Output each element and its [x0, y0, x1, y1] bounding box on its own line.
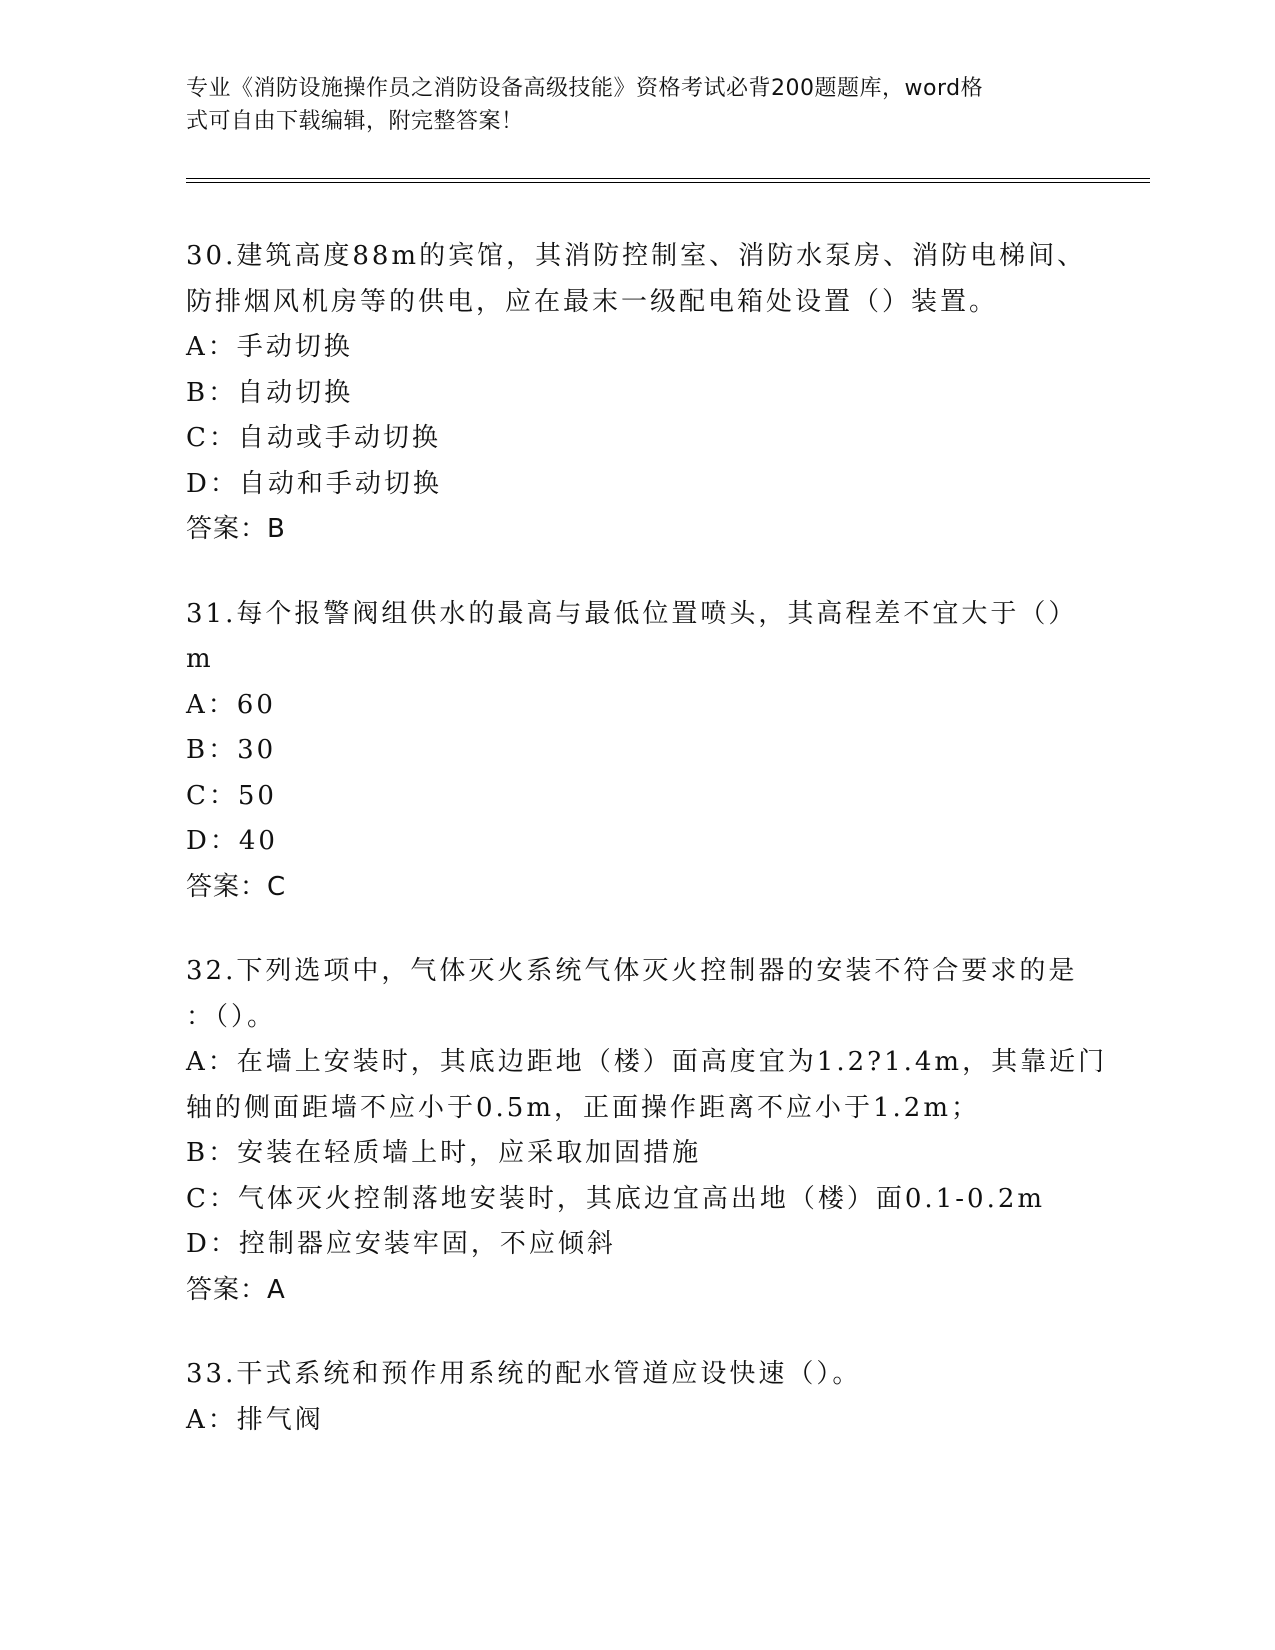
- option-b: B：30: [186, 735, 277, 765]
- question-stem: 33.干式系统和预作用系统的配水管道应设快速（）。: [186, 1359, 862, 1389]
- option-a: A：在墙上安装时，其底边距地（楼）面高度宜为1.2?1.4m，其靠近门: [186, 1047, 1108, 1077]
- option-c: C：自动或手动切换: [186, 423, 441, 453]
- question-30: [186, 234, 1086, 553]
- option-a: A：手动切换: [186, 332, 353, 362]
- question-31: [186, 592, 1086, 911]
- option-a: A：排气阀: [186, 1404, 324, 1435]
- option-c: C：气体灭火控制落地安装时，其底边宜高出地（楼）面0.1-0.2m: [186, 1183, 1046, 1214]
- question-33: [186, 1352, 1086, 1443]
- question-stem: 30.建筑高度88m的宾馆，其消防控制室、消防水泵房、消防电梯间、: [186, 241, 1087, 271]
- option-d: D：40: [186, 826, 278, 856]
- option-a-continued: 轴的侧面距墙不应小于0.5m，正面操作距离不应小于1.2m；: [186, 1092, 981, 1123]
- option-c: C：50: [186, 780, 277, 811]
- option-d: D：自动和手动切换: [186, 468, 442, 499]
- question-stem: 31.每个报警阀组供水的最高与最低位置喷头，其高程差不宜大于（）: [186, 598, 1078, 629]
- header-divider-bottom: [186, 182, 1150, 183]
- answer-line: 答案：C: [186, 871, 287, 902]
- option-b: B：安装在轻质墙上时，应采取加固措施: [186, 1138, 702, 1168]
- question-stem: 防排烟风机房等的供电，应在最末一级配电箱处设置（）装置。: [186, 286, 999, 317]
- question-stem: 32.下列选项中，气体灭火系统气体灭火控制器的安装不符合要求的是: [186, 956, 1078, 986]
- option-d: D：控制器应安装牢固，不应倾斜: [186, 1229, 616, 1259]
- header-line-2: 式可自由下载编辑，附完整答案！: [186, 109, 524, 134]
- answer-line: 答案：A: [186, 1274, 286, 1305]
- question-stem: m: [186, 644, 214, 674]
- option-b: B：自动切换: [186, 377, 354, 408]
- answer-line: 答案：B: [186, 514, 286, 544]
- question-32: [186, 949, 1108, 1313]
- header-divider-top: [186, 178, 1150, 179]
- header-line-1: 专业《消防设施操作员之消防设备高级技能》资格考试必背200题题库，word格: [186, 76, 984, 101]
- question-stem: ：（）。: [186, 1001, 277, 1032]
- option-a: A：60: [186, 689, 276, 720]
- document-header: [186, 72, 1066, 138]
- question-list: [186, 234, 1108, 1482]
